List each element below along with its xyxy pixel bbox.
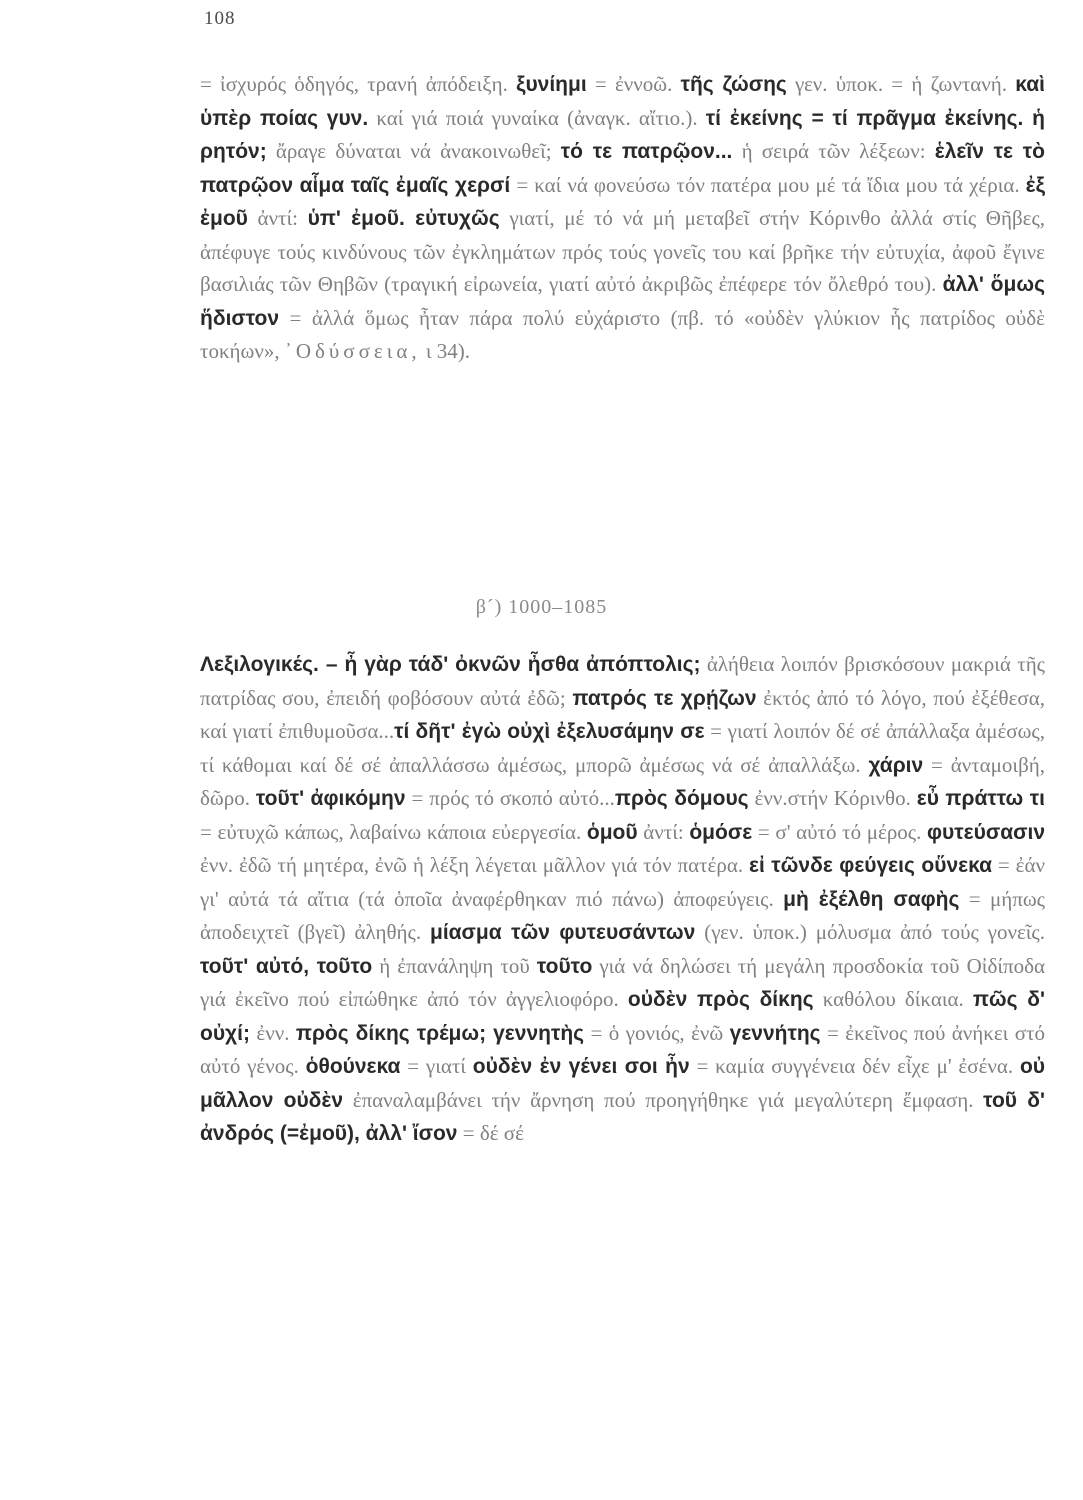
gloss-text: ι 34). — [420, 339, 471, 363]
lemma-term: ξυνίημι — [516, 73, 587, 96]
gloss-text: = ἐκεῖνος πού ἀνήκει στό αὐτό γένος. — [200, 1020, 1045, 1078]
gloss-text: ἐκτός ἀπό τό λόγο, πού ἐξέθεσα, καί γιατί ἐπιθυμοῦσα... — [200, 685, 1045, 743]
gloss-text: = καμία συγγένεια δέν εἶχε μ' ἐσένα. — [689, 1054, 1020, 1078]
gloss-text: γεν. ὑποκ. = ἡ ζωντανή. — [786, 72, 1016, 96]
gloss-text: ἐνν. ἐδῶ τή μητέρα, ἐνῶ ἡ λέξη λέγεται μᾶλλον γιά τόν πατέρα. — [200, 853, 750, 877]
gloss-text: = πρός τό σκοπό αὐτό... — [405, 786, 615, 810]
gloss-text: = γιατί λοιπόν δέ σέ ἀπάλλαξα ἀμέσως, τί κάθομαι καί δέ σέ ἀπαλλάσσω ἀμέσως, μπορῶ ἀμέσως νά σέ ἀπαλλάξω. — [200, 719, 1046, 777]
page-number: 108 — [204, 8, 236, 29]
commentary-block-2 — [200, 648, 1045, 1151]
gloss-text: = σ' αὐτό τό μέρος. — [752, 819, 928, 844]
lemma-term: τοῦτο — [536, 954, 593, 978]
lemma-term: ὁθούνεκα — [305, 1055, 401, 1078]
gloss-text: ἀντί: — [247, 206, 308, 230]
lemma-term: εἰ τῶνδε φεύγεις οὕνεκα — [749, 854, 993, 877]
gloss-text: = μήπως ἀποδειχτεῖ (βγεῖ) ἀληθής. — [200, 886, 1045, 944]
gloss-text: = εὐτυχῶ κάπως, λαβαίνω κάποια εὐεργεσία. — [200, 819, 587, 844]
lemma-term: ἑλεῖν τε τὸ πατρῷον αἷμα ταῖς ἐμαῖς χερσί — [200, 140, 1046, 197]
lemma-term: καὶ ὑπὲρ ποίας γυν. — [200, 73, 1045, 130]
lemma-term: εὖ πράττω τι — [916, 787, 1045, 810]
gloss-text: ἡ σειρά τῶν λέξεων: — [732, 139, 935, 163]
gloss-text: = γιατί — [400, 1054, 473, 1078]
gloss-text: ἄραγε δύναται νά ἀνακοινωθεῖ; — [266, 139, 561, 163]
lemma-term: τοῦ δ' ἀνδρός (=ἐμοῦ), ἀλλ' ἴσον — [200, 1088, 1046, 1145]
lemma-term: ὑπ' ἐμοῦ. εὐτυχῶς — [307, 207, 500, 230]
gloss-text: = δέ σέ — [457, 1121, 524, 1145]
section-heading: β´) 1000–1085 — [475, 596, 608, 618]
lemma-term: οὐδὲν ἐν γένει σοι ἦν — [472, 1055, 690, 1078]
lemma-term: τί ἐκείνης = τί πρᾶγμα ἐκείνης. ἡ ρητόν; — [200, 106, 1045, 163]
lemma-term: τοῦτ' αὐτό, τοῦτο — [200, 954, 373, 978]
lemma-term: χάριν — [868, 753, 924, 777]
gloss-text: (γεν. ὑποκ.) μόλυσμα ἀπό τούς γονεῖς. — [695, 920, 1045, 944]
lemma-term: τοῦτ' ἀφικόμην — [255, 787, 406, 810]
gloss-text: καί γιά ποιά γυναίκα (ἀναγκ. αἴτιο.). — [368, 105, 706, 130]
gloss-text: ἐνν. — [249, 1020, 296, 1045]
gloss-text: ἀντί: — [637, 819, 690, 844]
gloss-text: = ἀνταμοιβή, δῶρο. — [200, 752, 1045, 810]
lemma-term: μὴ ἐξέλθη σαφὴς — [783, 887, 960, 911]
lemma-term: τί δῆτ' ἐγὼ οὐχὶ ἐξελυσάμην σε — [394, 720, 705, 743]
gloss-text: = καί νά φονεύσω τόν πατέρα μου μέ τά ἴδια μου τά χέρια. — [510, 172, 1026, 197]
lemma-term: οὐδὲν πρὸς δίκης — [627, 988, 814, 1011]
lemma-term: τῆς ζώσης — [680, 73, 787, 96]
gloss-text: ἐνν.στήν Κόρινθο. — [748, 786, 917, 810]
gloss-text: ἀλήθεια λοιπόν βρισκόσουν μακριά τῆς πατρίδας σου, ἐπειδή φοβόσουν αὐτά ἐδῶ; — [200, 652, 1045, 710]
lemma-term: γεννήτης — [729, 1021, 821, 1045]
lemma-term: φυτεύσασιν — [927, 820, 1045, 844]
lemma-term: ὁμόσε — [689, 820, 753, 844]
lemma-term: Λεξιλογικές. – ἦ γὰρ τάδ' ὀκνῶν ἦσθα ἀπόπτολις; — [200, 653, 701, 676]
gloss-text: ἡ ἐπανάληψη τοῦ — [372, 953, 537, 978]
gloss-text: = ἰσχυρός ὁδηγός, τρανή ἀπόδειξη. — [200, 72, 517, 96]
lemma-term: πρὸς δόμους — [614, 787, 749, 810]
lemma-term: τό τε πατρῷον... — [560, 140, 733, 163]
lemma-term: πρὸς δίκης τρέμω; γεννητὴς — [295, 1021, 585, 1045]
gloss-text: ἐπαναλαμβάνει τήν ἄρνηση πού προηγήθηκε γιά μεγαλύτερη ἔμφαση. — [343, 1087, 984, 1112]
source-citation: ᾿Οδύσσεια, — [284, 339, 421, 363]
lemma-term: μίασμα τῶν φυτευσάντων — [429, 921, 696, 944]
gloss-text: καθόλου δίκαια. — [813, 987, 973, 1011]
gloss-text: γιατί, μέ τό νά μή μεταβεῖ στήν Κόρινθο ἀλλά στίς Θῆβες, ἀπέφυγε τούς κινδύνους τῶν ἐγκλημάτων πρός τούς γονεῖς του καί βρῆκε τήν εὐτυχία, ἀφοῦ ἔγινε βασιλιάς τῶν Θηβῶν (τραγική εἰρωνεία, γιατί αὐτό ἀκριβῶς ἐπέφερε τόν ὄλεθρό του). — [200, 206, 1046, 296]
lemma-term: ἐξ ἐμοῦ — [200, 173, 1045, 230]
lemma-term: πατρός τε χρῄζων — [572, 686, 757, 710]
commentary-block-1 — [200, 68, 1045, 368]
gloss-text: = ὁ γονιός, ἐνῶ — [584, 1020, 730, 1045]
gloss-text: γιά νά δηλώσει τή μεγάλη προσδοκία τοῦ Οἰδίποδα γιά ἐκεῖνο πού εἰπώθηκε ἀπό τόν ἀγγελιοφόρο. — [200, 953, 1045, 1011]
gloss-text: = ἐάν γι' αὐτά τά αἴτια (τά ὁποῖα ἀναφέρθηκαν πιό πάνω) ἀποφεύγεις. — [200, 853, 1045, 911]
gloss-text: = ἀλλά ὅμως ἦταν πάρα πολύ εὐχάριστο (πβ. τό «οὐδὲν γλύκιον ἧς πατρίδος οὐδὲ τοκήων», — [200, 305, 1045, 363]
lemma-term: πῶς δ' οὐχί; — [200, 988, 1046, 1045]
lemma-term: οὐ μᾶλλον οὐδὲν — [200, 1055, 1046, 1112]
gloss-text: = ἐννοῶ. — [586, 72, 681, 96]
lemma-term: ὁμοῦ — [586, 820, 638, 844]
lemma-term: ἀλλ' ὅμως ἥδιστον — [200, 273, 1045, 330]
